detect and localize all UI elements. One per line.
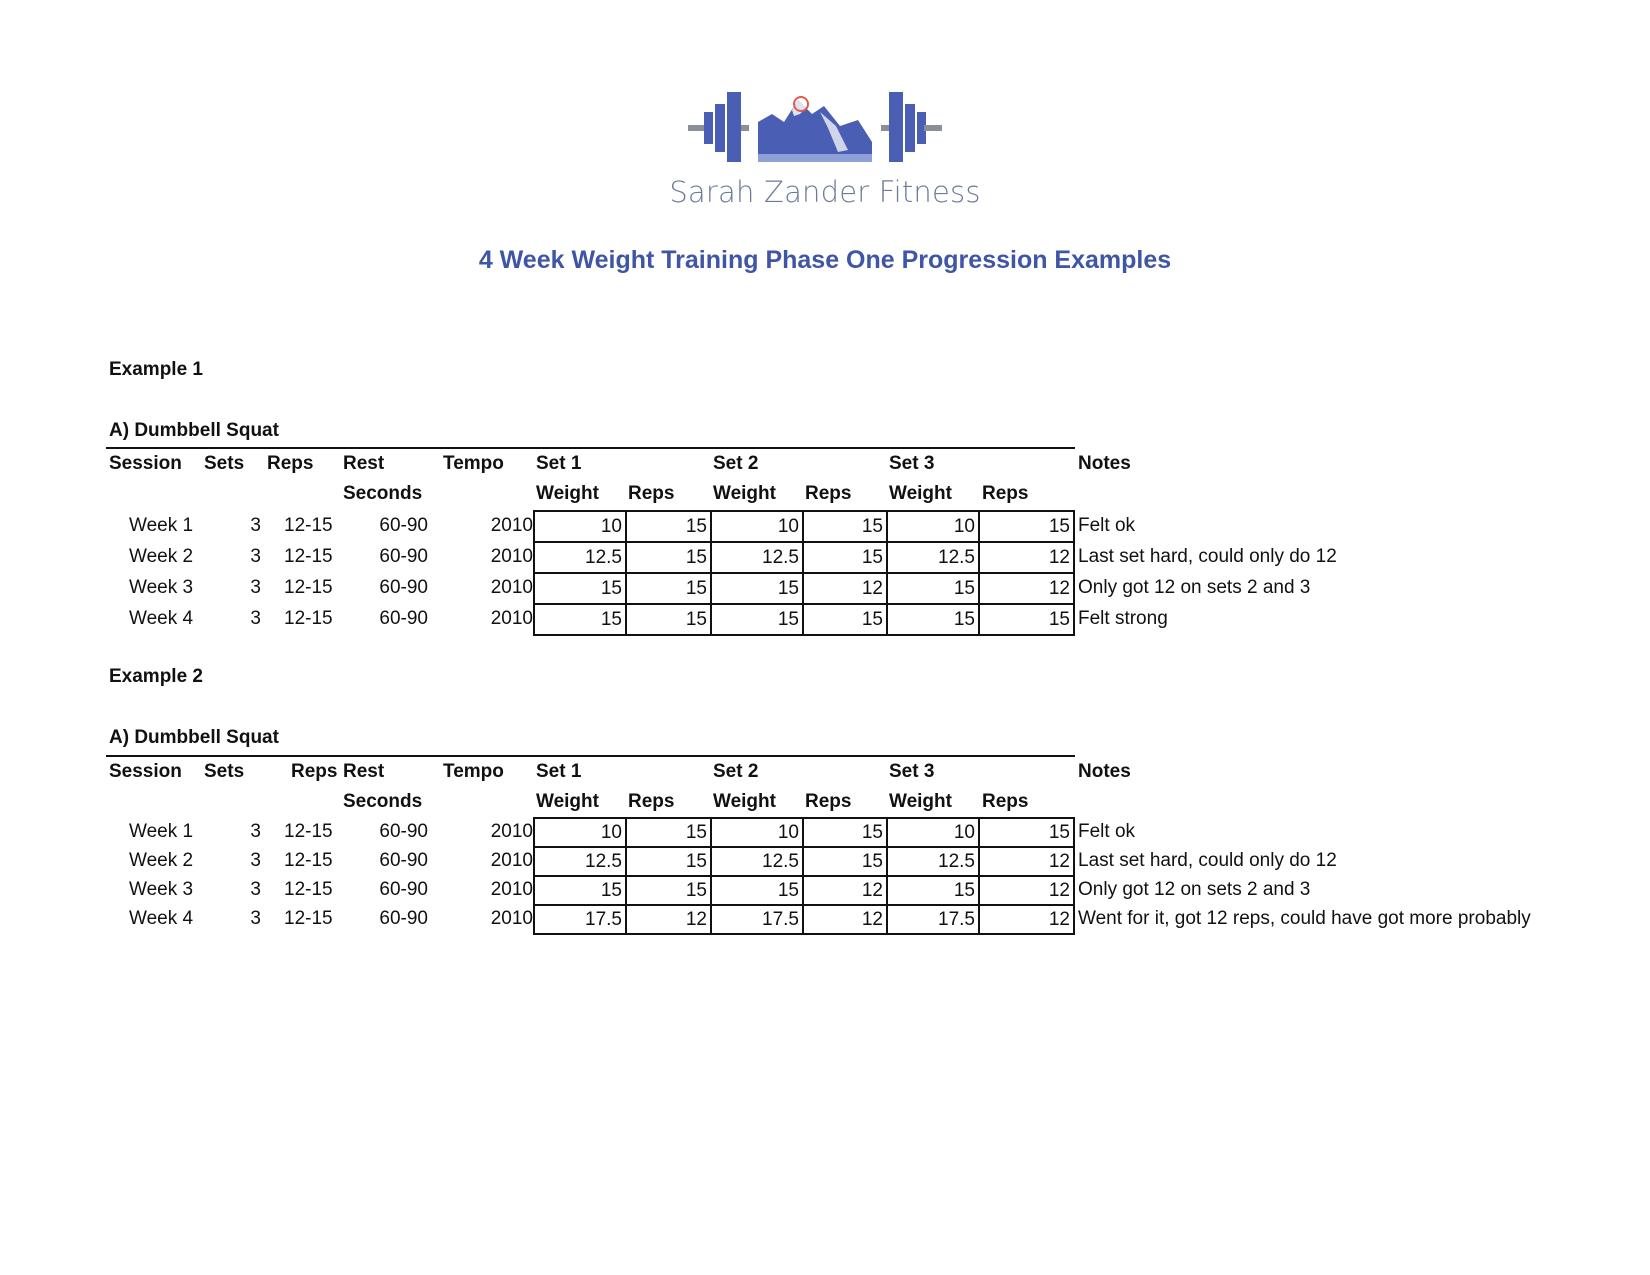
- note-cell: Went for it, got 12 reps, could have got more probably: [1078, 908, 1531, 929]
- set2-weight-cell: 12.5: [710, 541, 804, 574]
- sets-cell: 3: [250, 608, 261, 629]
- header-seconds: Seconds: [343, 483, 423, 504]
- set1-weight-cell: 15: [533, 572, 627, 605]
- rest-cell: 60-90: [379, 879, 428, 900]
- table-row: [106, 572, 1576, 603]
- rest-cell: 60-90: [379, 850, 428, 871]
- set2-reps-cell: 15: [802, 541, 888, 574]
- set1-weight-cell: 12.5: [533, 846, 627, 877]
- plate-left-large: [727, 92, 741, 162]
- header-weight-2: Weight: [713, 791, 776, 812]
- set2-reps-cell: 15: [802, 817, 888, 848]
- set3-reps-cell: 12: [978, 846, 1075, 877]
- tempo-cell: 2010: [490, 879, 533, 900]
- set2-weight-cell: 15: [710, 875, 804, 906]
- header-notes: Notes: [1078, 453, 1131, 474]
- reps-cell: 12-15: [284, 879, 333, 900]
- set3-weight-cell: 10: [886, 510, 980, 543]
- table-row: [106, 541, 1576, 572]
- set1-reps-cell: 12: [625, 904, 712, 935]
- set1-weight-cell: 10: [533, 510, 627, 543]
- header-reps-1: Reps: [628, 483, 675, 504]
- header-tempo: Tempo: [443, 453, 504, 474]
- example-2-label: Example 2: [109, 666, 203, 687]
- set1-reps-cell: 15: [625, 875, 712, 906]
- set2-weight-cell: 15: [710, 572, 804, 605]
- set1-weight-cell: 17.5: [533, 904, 627, 935]
- session-cell: Week 3: [129, 879, 194, 900]
- header-weight-3: Weight: [889, 483, 952, 504]
- reps-cell: 12-15: [284, 821, 333, 842]
- set2-reps-cell: 12: [802, 572, 888, 605]
- sets-cell: 3: [250, 821, 261, 842]
- set3-reps-cell: 12: [978, 572, 1075, 605]
- set1-reps-cell: 15: [625, 572, 712, 605]
- mountain-base-fade: [758, 154, 872, 162]
- header-weight-1: Weight: [536, 791, 599, 812]
- set1-weight-cell: 15: [533, 603, 627, 636]
- header-weight-1: Weight: [536, 483, 599, 504]
- set3-reps-cell: 15: [978, 603, 1075, 636]
- reps-cell: 12-15: [284, 608, 333, 629]
- set2-weight-cell: 12.5: [710, 846, 804, 877]
- mountain-icon: [758, 100, 872, 162]
- rest-cell: 60-90: [379, 608, 428, 629]
- bar-end-right: [924, 125, 942, 131]
- table-row: [106, 875, 1576, 904]
- session-cell: Week 1: [129, 515, 194, 536]
- header-reps-1: Reps: [628, 791, 675, 812]
- session-cell: Week 4: [129, 608, 194, 629]
- set2-reps-cell: 12: [802, 904, 888, 935]
- set3-reps-cell: 15: [978, 817, 1075, 848]
- header-weight-3: Weight: [889, 791, 952, 812]
- note-cell: Felt ok: [1078, 515, 1136, 536]
- rest-cell: 60-90: [379, 577, 428, 598]
- header-set1: Set 1: [536, 453, 582, 474]
- sets-cell: 3: [250, 850, 261, 871]
- note-cell: Last set hard, could only do 12: [1078, 850, 1337, 871]
- example-1-label: Example 1: [109, 359, 203, 380]
- set2-reps-cell: 15: [802, 510, 888, 543]
- set3-weight-cell: 10: [886, 817, 980, 848]
- sets-cell: 3: [250, 515, 261, 536]
- table-row: [106, 510, 1576, 541]
- header-reps-2: Reps: [805, 791, 852, 812]
- header-session: Session: [109, 761, 182, 782]
- header-session: Session: [109, 453, 182, 474]
- set3-weight-cell: 12.5: [886, 541, 980, 574]
- reps-cell: 12-15: [284, 515, 333, 536]
- sets-cell: 3: [250, 879, 261, 900]
- header-seconds: Seconds: [343, 791, 423, 812]
- tempo-cell: 2010: [490, 577, 533, 598]
- plate-left-small: [704, 112, 713, 144]
- tempo-cell: 2010: [490, 546, 533, 567]
- rest-cell: 60-90: [379, 546, 428, 567]
- reps-cell: 12-15: [284, 908, 333, 929]
- tempo-cell: 2010: [490, 515, 533, 536]
- set2-reps-cell: 15: [802, 846, 888, 877]
- bar-inner-right: [881, 125, 889, 131]
- tempo-cell: 2010: [490, 608, 533, 629]
- set3-weight-cell: 17.5: [886, 904, 980, 935]
- reps-cell: 12-15: [284, 850, 333, 871]
- sets-cell: 3: [250, 908, 261, 929]
- set3-reps-cell: 12: [978, 875, 1075, 906]
- tempo-cell: 2010: [490, 821, 533, 842]
- note-cell: Felt ok: [1078, 821, 1136, 842]
- tempo-cell: 2010: [490, 908, 533, 929]
- header-reps-3: Reps: [982, 791, 1029, 812]
- session-cell: Week 1: [129, 821, 194, 842]
- example-1-exercise: A) Dumbbell Squat: [109, 420, 279, 441]
- header-reps: Reps: [291, 761, 338, 782]
- session-cell: Week 2: [129, 546, 194, 567]
- set2-weight-cell: 10: [710, 817, 804, 848]
- set3-weight-cell: 12.5: [886, 846, 980, 877]
- note-cell: Last set hard, could only do 12: [1078, 546, 1337, 567]
- plate-right-medium: [905, 104, 915, 152]
- session-cell: Week 4: [129, 908, 194, 929]
- set1-weight-cell: 15: [533, 875, 627, 906]
- header-reps-3: Reps: [982, 483, 1029, 504]
- bar-inner-left: [741, 125, 749, 131]
- set1-weight-cell: 10: [533, 817, 627, 848]
- set2-reps-cell: 12: [802, 875, 888, 906]
- header-reps: Reps: [267, 453, 314, 474]
- header-rest: Rest: [343, 453, 385, 474]
- set1-reps-cell: 15: [625, 603, 712, 636]
- rest-cell: 60-90: [379, 908, 428, 929]
- page-title: 4 Week Weight Training Phase One Progression Examples: [478, 246, 1172, 274]
- header-set3: Set 3: [889, 761, 935, 782]
- rest-cell: 60-90: [379, 515, 428, 536]
- header-set1: Set 1: [536, 761, 582, 782]
- set1-reps-cell: 15: [625, 510, 712, 543]
- dumbbell-mountain-logo: [688, 92, 954, 170]
- header-set2: Set 2: [713, 761, 759, 782]
- tempo-cell: 2010: [490, 850, 533, 871]
- table-row: [106, 817, 1576, 846]
- set3-reps-cell: 12: [978, 541, 1075, 574]
- session-cell: Week 3: [129, 577, 194, 598]
- set3-weight-cell: 15: [886, 603, 980, 636]
- header-weight-2: Weight: [713, 483, 776, 504]
- note-cell: Felt strong: [1078, 608, 1168, 629]
- set2-reps-cell: 15: [802, 603, 888, 636]
- table-row: [106, 846, 1576, 875]
- note-cell: Only got 12 on sets 2 and 3: [1078, 879, 1311, 900]
- header-reps-2: Reps: [805, 483, 852, 504]
- set2-weight-cell: 10: [710, 510, 804, 543]
- header-set3: Set 3: [889, 453, 935, 474]
- header-sets: Sets: [204, 761, 245, 782]
- set3-weight-cell: 15: [886, 572, 980, 605]
- set1-reps-cell: 15: [625, 817, 712, 848]
- header-set2: Set 2: [713, 453, 759, 474]
- example-2-exercise: A) Dumbbell Squat: [109, 727, 279, 748]
- header-tempo: Tempo: [443, 761, 504, 782]
- set3-reps-cell: 12: [978, 904, 1075, 935]
- table-row: [106, 904, 1576, 933]
- set2-weight-cell: 17.5: [710, 904, 804, 935]
- set3-weight-cell: 15: [886, 875, 980, 906]
- set1-reps-cell: 15: [625, 541, 712, 574]
- brand-name: Sarah Zander Fitness: [669, 175, 981, 209]
- set1-weight-cell: 12.5: [533, 541, 627, 574]
- note-cell: Only got 12 on sets 2 and 3: [1078, 577, 1311, 598]
- plate-left-medium: [715, 104, 725, 152]
- header-rest: Rest: [343, 761, 385, 782]
- reps-cell: 12-15: [284, 577, 333, 598]
- reps-cell: 12-15: [284, 546, 333, 567]
- sets-cell: 3: [250, 546, 261, 567]
- header-sets: Sets: [204, 453, 245, 474]
- table-row: [106, 603, 1576, 634]
- session-cell: Week 2: [129, 850, 194, 871]
- set1-reps-cell: 15: [625, 846, 712, 877]
- set3-reps-cell: 15: [978, 510, 1075, 543]
- bar-end-left: [688, 125, 706, 131]
- plate-right-large: [889, 92, 903, 162]
- header-notes: Notes: [1078, 761, 1131, 782]
- rest-cell: 60-90: [379, 821, 428, 842]
- set2-weight-cell: 15: [710, 603, 804, 636]
- sets-cell: 3: [250, 577, 261, 598]
